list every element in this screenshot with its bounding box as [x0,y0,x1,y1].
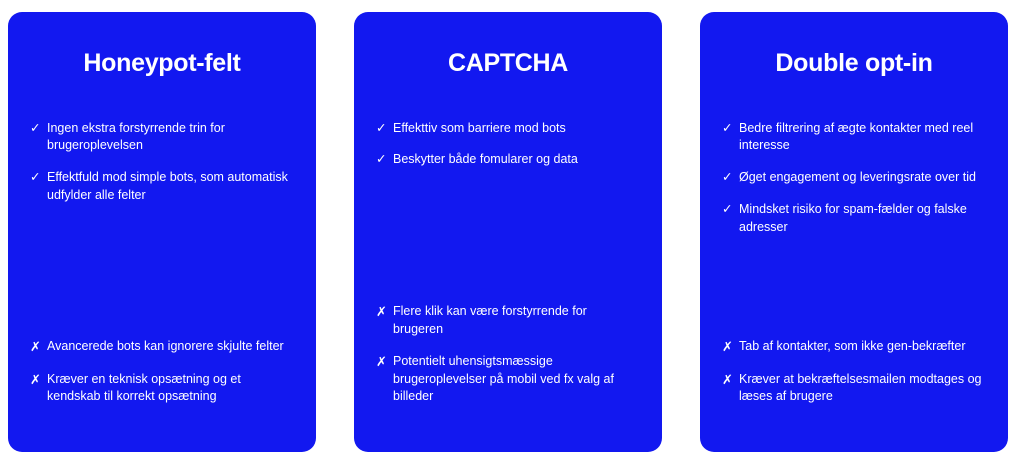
check-icon: ✓ [30,120,41,135]
cross-icon: ✗ [722,339,732,355]
list-item-label: Tab af kontakter, som ikke gen-bekræfter [739,339,966,354]
cross-icon: ✗ [376,353,386,369]
list-item-label: Beskytter både fomularer og data [393,152,578,167]
cross-icon: ✗ [30,371,40,387]
list-item [376,353,640,406]
cross-icon: ✗ [722,371,732,387]
check-icon: ✓ [722,120,733,135]
list-item [722,371,986,407]
card-double-opt-in [700,12,1008,452]
list-item-label: Flere klik kan være forstyrrende for brugeren [393,304,587,336]
list-item [30,371,294,407]
list-item [376,120,640,138]
list-item-label: Effektfuld mod simple bots, som automatisk udfylder alle felter [47,170,288,202]
check-icon: ✓ [722,170,733,184]
cons-list [30,338,294,406]
list-item-label: Kræver en teknisk opsætning og et kendskab til korrekt opsætning [47,371,241,404]
card-title: CAPTCHA [447,49,569,77]
check-icon: ✓ [30,170,41,184]
list-item [30,169,294,205]
list-item [30,338,294,356]
card-honeypot-felt [8,12,316,452]
list-item-label: Potentielt uhensigtsmæssige brugeroplevelser på mobil ved fx valg af billeder [393,353,614,404]
card-title: Honeypot-felt [83,49,241,77]
list-item-label: Øget engagement og leveringsrate over tid [739,170,976,184]
list-item-label: Bedre filtrering af ægte kontakter med reel interesse [739,120,974,153]
divider-space [722,236,986,338]
check-icon: ✓ [376,120,387,135]
list-item [722,201,986,237]
card-title: Double opt-in [775,49,933,77]
list-item-label: Effekttiv som barriere mod bots [393,120,566,135]
divider-space [376,169,640,303]
list-item [376,303,640,339]
list-item [30,120,294,156]
pros-list [30,120,294,205]
card-captcha [354,12,662,452]
pros-list [722,120,986,237]
list-item-label: Avancerede bots kan ignorere skjulte felter [47,339,284,354]
divider-space [30,205,294,339]
list-item-label: Kræver at bekræftelsesmailen modtages og læses af brugere [739,371,982,404]
pros-list [376,120,640,170]
list-item [722,120,986,156]
cross-icon: ✗ [30,339,40,355]
list-item [722,169,986,187]
cons-list [376,303,640,406]
list-item-label: Mindsket risiko for spam-fælder og falske adresser [739,201,967,234]
cross-icon: ✗ [376,304,386,320]
list-item-label: Ingen ekstra forstyrrende trin for brugeroplevelsen [47,120,225,153]
check-icon: ✓ [376,152,387,167]
cons-list [722,338,986,406]
list-item [722,338,986,356]
check-icon: ✓ [722,201,733,216]
list-item [376,151,640,169]
